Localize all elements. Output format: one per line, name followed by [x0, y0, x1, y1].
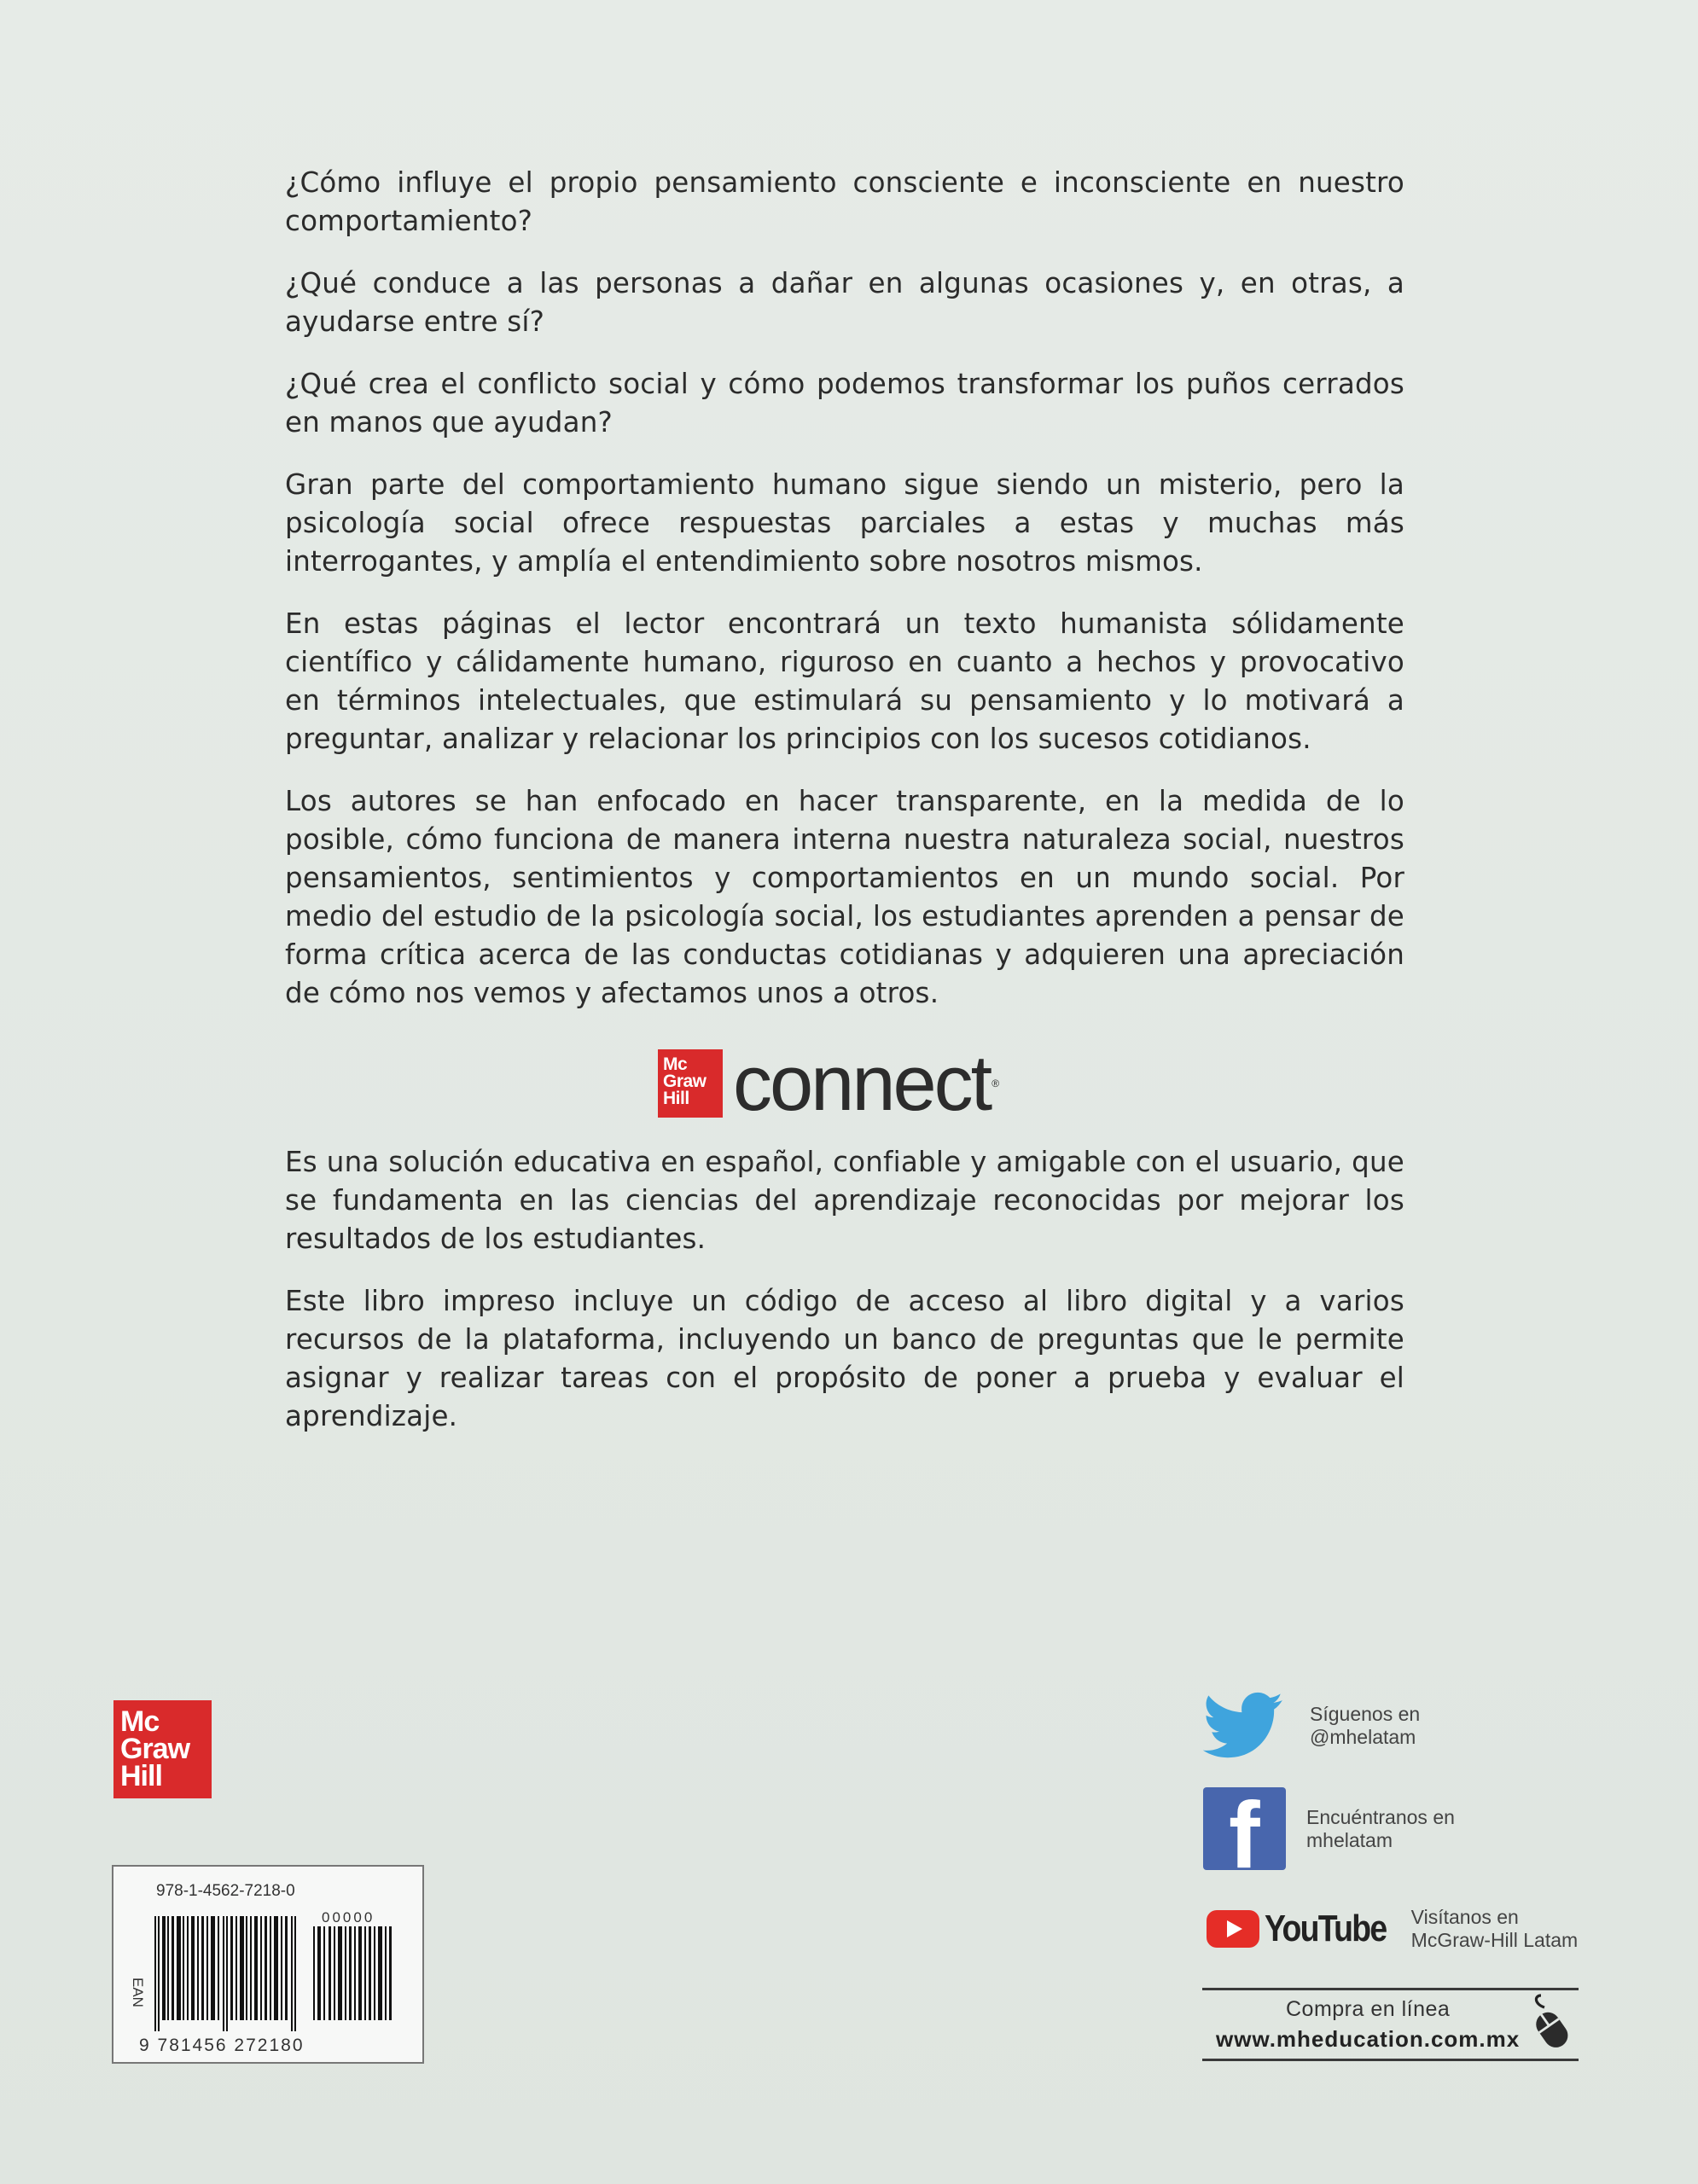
facebook-handle[interactable]: mhelatam [1306, 1828, 1393, 1851]
mcgraw-hill-connect-logo [658, 1040, 997, 1127]
mcgraw-hill-small-logo [658, 1049, 723, 1118]
ean-barcode [154, 1916, 304, 2031]
synopsis-paragraph: ¿Qué crea el conflicto social y cómo podemos transformar los puños cerrados en manos que ayudan? [285, 368, 1404, 439]
logo-line: Mc [663, 1054, 688, 1074]
synopsis-paragraph: En estas páginas el lector encontrará un texto humanista sólidamente científico y cálidamente humano, riguroso en cuanto a hechos y provocativo en términos intelectuales, que estimulará su pensamiento y lo motivará a preguntar, analizar y relacionar los principios con los sucesos cotidianos. [285, 607, 1404, 755]
connect-wordmark [733, 1040, 997, 1127]
facebook-follow [1203, 1787, 1455, 1870]
logo-line: Graw [663, 1072, 707, 1091]
youtube-text [1411, 1906, 1579, 1952]
connect-paragraph: Este libro impreso incluye un código de acceso al libro digital y a varios recursos de la plataforma, incluyendo un banco de preguntas que le permite asignar y realizar tareas con el propósito de poner a prueba y evaluar el aprendizaje. [285, 1285, 1404, 1432]
youtube-play-icon [1207, 1910, 1259, 1948]
synopsis-paragraph: Gran parte del comportamiento humano sigue siendo un misterio, pero la psicología social ofrece respuestas parciales a estas y muchas más interrogantes, y amplía el entendimiento sobre nosotros mismos. [285, 468, 1404, 578]
synopsis-paragraph: ¿Cómo influye el propio pensamiento consciente e inconsciente en nuestro comportamiento? [285, 166, 1404, 237]
store-url-link[interactable]: www.mheducation.com.mx [1216, 2026, 1521, 2052]
isbn-number: 978-1-4562-7218-0 [156, 1882, 295, 1900]
twitter-text [1310, 1703, 1420, 1749]
synopsis-paragraph: Los autores se han enfocado en hacer transparente, en la medida de lo posible, cómo funciona de manera interna nuestra naturaleza social, nuestros pensamientos, sentimientos y comportamientos en un mundo social. Por medio del estudio de la psicología social, los estudiantes aprenden a pensar de forma crítica acerca de las conductas cotidianas y adquieren una apreciación de cómo nos vemos y afectamos unos a otros. [285, 785, 1404, 1009]
ean-digits: 9 781456 272180 [139, 2036, 305, 2055]
mcgraw-hill-logo [113, 1700, 212, 1798]
twitter-handle[interactable]: @mhelatam [1310, 1726, 1416, 1748]
facebook-text [1306, 1806, 1455, 1852]
logo-line: Mc [120, 1705, 160, 1738]
synopsis-text [285, 164, 1404, 1037]
logo-line: Hill [663, 1089, 689, 1108]
computer-mouse-icon [1531, 1994, 1575, 2055]
youtube-channel[interactable]: McGraw-Hill Latam [1410, 1929, 1579, 1951]
youtube-line1: Visítanos en [1410, 1906, 1519, 1928]
connect-description [285, 1143, 1404, 1460]
youtube-wordmark: YouTube [1265, 1908, 1387, 1949]
barcode-panel [112, 1865, 424, 2064]
registered-mark: ® [991, 1077, 997, 1089]
logo-line: Hill [120, 1760, 162, 1792]
addon-barcode [310, 1926, 412, 2020]
facebook-icon: f [1203, 1787, 1286, 1870]
ean-label: EAN [130, 1978, 146, 2007]
connect-paragraph: Es una solución educativa en español, confiable y amigable con el usuario, que se fundamenta en las ciencias del aprendizaje reconocidas por mejorar los resultados de los estudiantes. [285, 1146, 1404, 1255]
buy-online-label: Compra en línea [1286, 1997, 1451, 2021]
synopsis-paragraph: ¿Qué conduce a las personas a dañar en algunas ocasiones y, en otras, a ayudarse entre sí? [285, 267, 1404, 338]
facebook-line1: Encuéntranos en [1306, 1805, 1455, 1828]
youtube-follow [1207, 1906, 1578, 1952]
twitter-bird-icon [1203, 1692, 1284, 1760]
connect-word: connect [733, 1040, 991, 1127]
youtube-logo [1207, 1908, 1408, 1950]
twitter-line1: Síguenos en [1310, 1703, 1421, 1725]
addon-digits: 00000 [322, 1909, 375, 1926]
buy-online-box [1202, 1988, 1579, 2061]
twitter-follow [1203, 1692, 1420, 1760]
logo-line: Graw [120, 1733, 190, 1765]
